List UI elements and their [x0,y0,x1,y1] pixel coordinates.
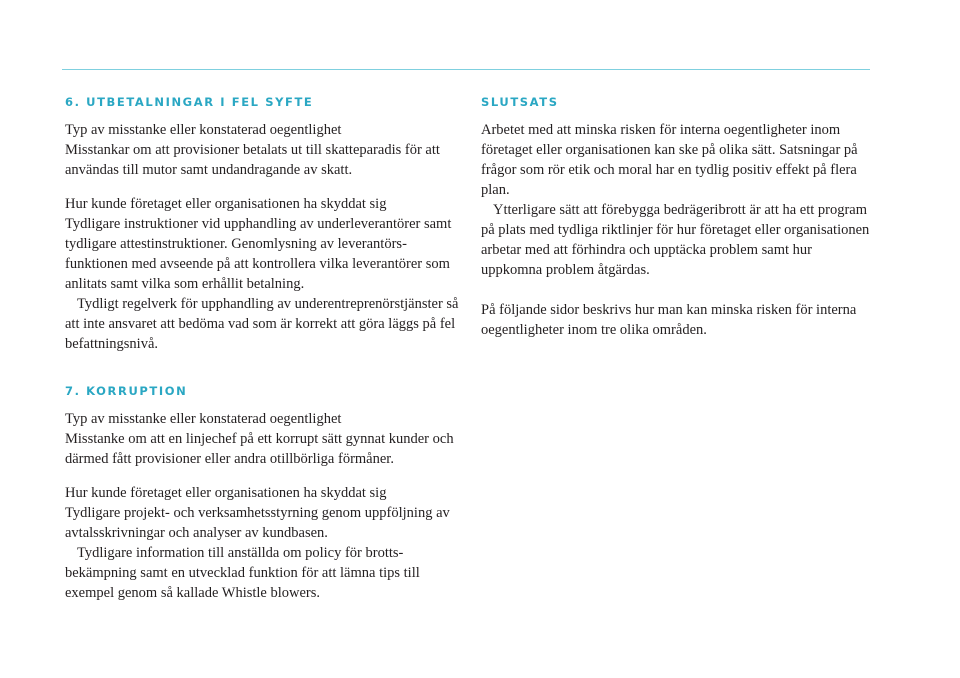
header-rule [62,69,870,70]
section-6-paragraph-1: Misstankar om att provisioner betalats ut till skatteparadis för att användas till mutor samt undandragande av skatt. [65,142,440,178]
section-6-heading: 6. UTBETALNINGAR I FEL SYFTE [65,95,314,109]
slutsats-paragraph-2: Ytterligare sätt att förebygga bedrägeribrott är att ha ett program på plats med tydliga riktlinjer för hur företaget eller organisationen arbetar med att förhindra och upptäcka problem samt hur uppkomna problem åtgärdas. [481,202,870,278]
slutsats-section [481,94,876,340]
section-6 [65,94,460,354]
section-6-subheading-1: Typ av misstanke eller konstaterad oegentlighet [65,122,342,138]
section-6-paragraph-3: Tydligt regelverk för upphandling av underentreprenörstjänster så att inte ansvaret att bedöma vad som är korrekt att göra läggs på fel befattningsnivå. [65,296,459,352]
slutsats-paragraph-1: Arbetet med att minska risken för interna oegentligheter inom företaget eller organisationen kan ske på olika sätt. Satsningar på frågor som rör etik och moral har en tydlig positiv effekt på flera plan. [481,122,858,198]
section-7-paragraph-1: Misstanke om att en linjechef på ett korrupt sätt gynnat kunder och därmed fått provisioner eller andra otillbörliga förmåner. [65,431,454,467]
section-7-paragraph-2: Tydligare projekt- och verksamhetsstyrning genom uppföljning av avtalsskrivningar och analyser av kundbasen. [65,505,450,541]
section-6-paragraph-2: Tydligare instruktioner vid upphandling av underleverantörer samt tydligare attestinstruktioner. Genomlysning av leverantörsfunktionen med avseende på att kontrollera vilka leverantörer som anlitats samt vilka som erhållit betalning. [65,216,452,292]
section-7 [65,383,460,603]
section-7-subheading-1: Typ av misstanke eller konstaterad oegentlighet [65,411,342,427]
slutsats-paragraph-3: På följande sidor beskrivs hur man kan minska risken för interna oegentligheter inom tre olika områden. [481,302,857,338]
section-7-heading: 7. KORRUPTION [65,384,188,398]
section-7-subheading-2: Hur kunde företaget eller organisationen ha skyddat sig [65,485,387,501]
section-7-paragraph-3: Tydligare information till anställda om policy för brottsbekämpning samt en utvecklad funktion för att lämna tips till exempel genom så kallade Whistle blowers. [65,545,420,601]
section-6-subheading-2: Hur kunde företaget eller organisationen ha skyddat sig [65,196,387,212]
slutsats-heading: SLUTSATS [481,95,559,109]
